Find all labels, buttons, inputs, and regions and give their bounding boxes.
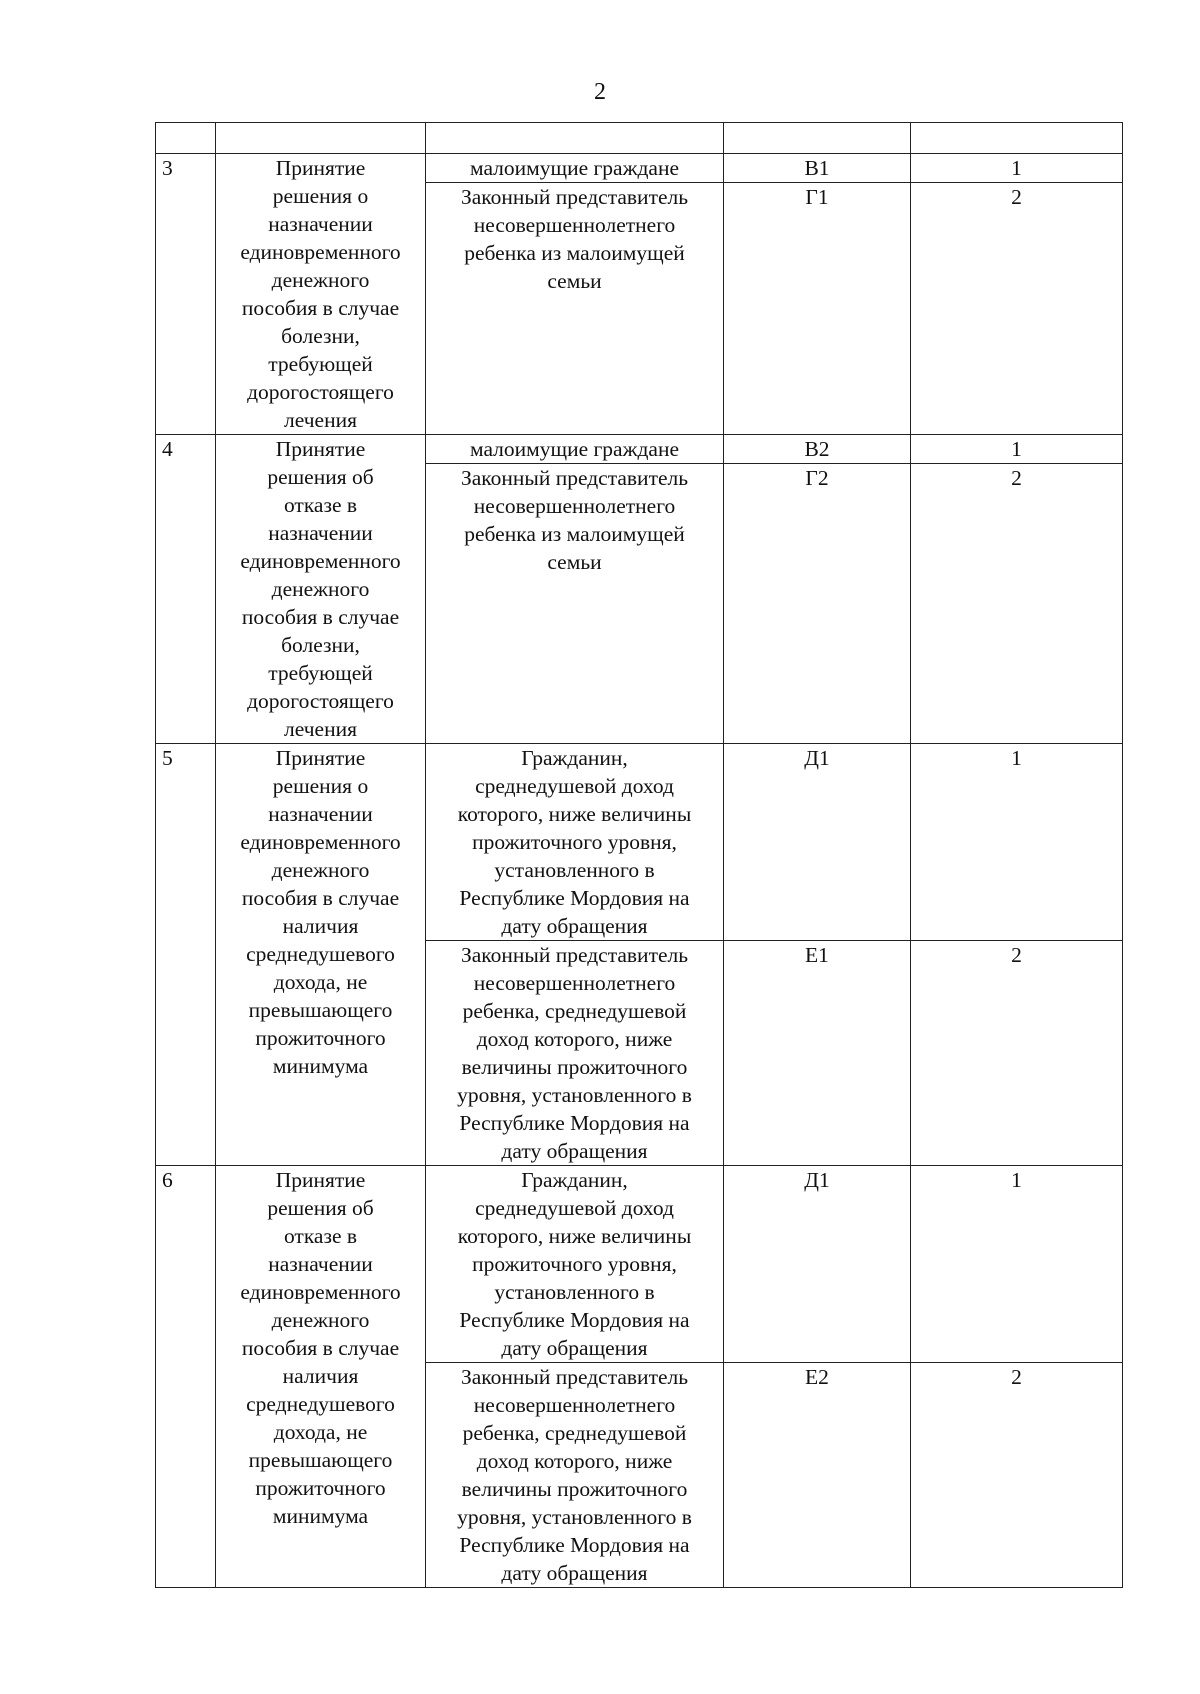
code-cell: Д1 (724, 744, 911, 941)
category-cell: Законный представитель несовершеннолетнего ребенка, среднедушевой доход которого, ниже величины прожиточного уровня, установленного в Республике Мордовия на дату обращения (426, 941, 724, 1166)
header-cell (426, 123, 724, 154)
value-cell: 1 (911, 435, 1123, 464)
category-cell: малоимущие граждане (426, 435, 724, 464)
value-cell: 2 (911, 1363, 1123, 1588)
table-row (156, 744, 1123, 941)
benefits-decision-table (155, 122, 1123, 1588)
page-number: 2 (594, 79, 606, 105)
decision-cell: Принятие решения об отказе в назначении единовременного денежного пособия в случае наличия среднедушевого дохода, не превышающего прожиточного минимума (216, 1166, 426, 1588)
code-cell: Е1 (724, 941, 911, 1166)
row-number: 4 (156, 435, 216, 744)
decision-cell: Принятие решения о назначении единовременного денежного пособия в случае наличия среднедушевого дохода, не превышающего прожиточного минимума (216, 744, 426, 1166)
header-cell (216, 123, 426, 154)
decision-cell: Принятие решения об отказе в назначении единовременного денежного пособия в случае болезни, требующей дорогостоящего лечения (216, 435, 426, 744)
category-cell: Законный представитель несовершеннолетнего ребенка, среднедушевой доход которого, ниже величины прожиточного уровня, установленного в Республике Мордовия на дату обращения (426, 1363, 724, 1588)
category-cell: Гражданин, среднедушевой доход которого, ниже величины прожиточного уровня, установленного в Республике Мордовия на дату обращения (426, 1166, 724, 1363)
table-header-row (156, 123, 1123, 154)
row-number: 6 (156, 1166, 216, 1588)
code-cell: В1 (724, 154, 911, 183)
header-cell (156, 123, 216, 154)
row-number: 3 (156, 154, 216, 435)
value-cell: 2 (911, 183, 1123, 435)
value-cell: 2 (911, 464, 1123, 744)
code-cell: Е2 (724, 1363, 911, 1588)
table-row (156, 1166, 1123, 1363)
header-cell (724, 123, 911, 154)
table-row (156, 435, 1123, 464)
category-cell: Законный представитель несовершеннолетнего ребенка из малоимущей семьи (426, 183, 724, 435)
code-cell: Д1 (724, 1166, 911, 1363)
category-cell: Гражданин, среднедушевой доход которого, ниже величины прожиточного уровня, установленного в Республике Мордовия на дату обращения (426, 744, 724, 941)
value-cell: 1 (911, 1166, 1123, 1363)
code-cell: В2 (724, 435, 911, 464)
category-cell: малоимущие граждане (426, 154, 724, 183)
value-cell: 2 (911, 941, 1123, 1166)
table-row (156, 154, 1123, 183)
code-cell: Г2 (724, 464, 911, 744)
value-cell: 1 (911, 154, 1123, 183)
category-cell: Законный представитель несовершеннолетнего ребенка из малоимущей семьи (426, 464, 724, 744)
value-cell: 1 (911, 744, 1123, 941)
code-cell: Г1 (724, 183, 911, 435)
header-cell (911, 123, 1123, 154)
decision-cell: Принятие решения о назначении единовременного денежного пособия в случае болезни, требующей дорогостоящего лечения (216, 154, 426, 435)
row-number: 5 (156, 744, 216, 1166)
